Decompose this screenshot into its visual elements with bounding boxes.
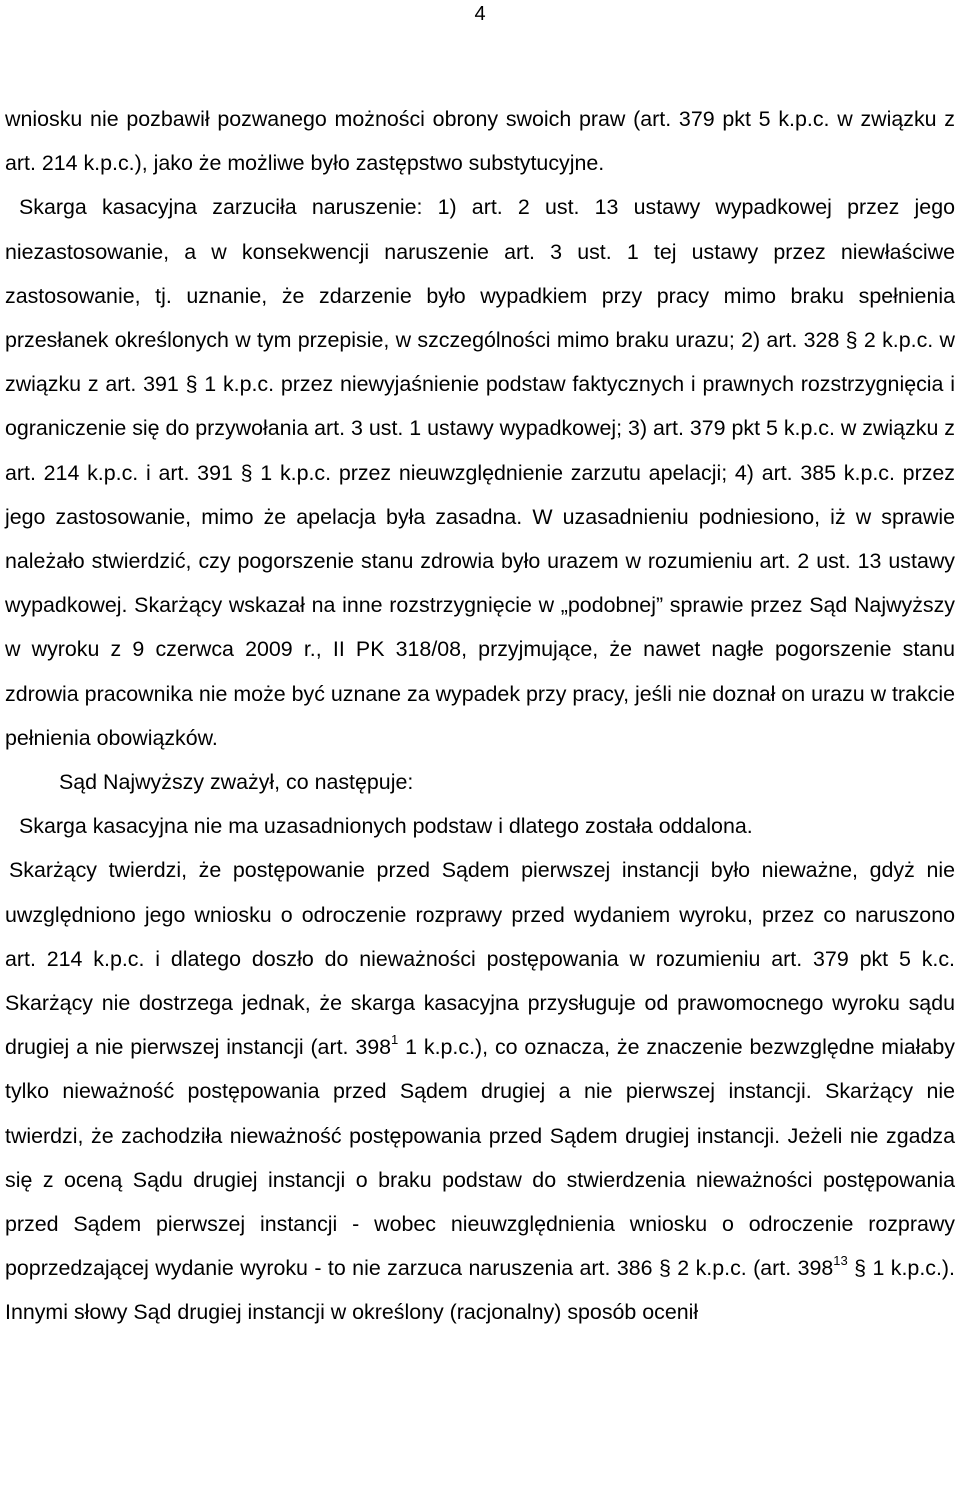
document-body: [5, 97, 955, 1335]
paragraph-analysis: Skarżący twierdzi, że postępowanie przed Sądem pierwszej instancji było nieważne, gdyż nie uwzględniono jego wniosku o odroczenie rozprawy przed wydaniem wyroku, przez co naruszono art. 214 k.p.c. i dlatego doszło do nieważności postępowania w rozumieniu art. 379 pkt 5 k.c. Skarżący nie dostrzega jednak, że skarga kasacyjna przysługuje od prawomocnego wyroku sądu drugiej a nie pierwszej instancji (art. $398^1$ 1 k.p.c.), co oznacza, że znaczenie bezwzględne miałaby tylko nieważność postępowania przed Sądem drugiej a nie pierwszej instancji. Skarżący nie twierdzi, że zachodziła nieważność postępowania przed Sądem drugiej instancji. Jeżeli nie zgadza się z oceną Sądu drugiej instancji o braku podstaw do stwierdzenia nieważności postępowania przed Sądem pierwszej instancji - wobec nieuwzględnienia wniosku o odroczenie rozprawy poprzedzającej wydanie wyroku - to nie zarzuca naruszenia art. 386 § 2 k.p.c. (art. $398^{13}$ § 1 k.p.c.). Innymi słowy Sąd drugiej instancji w określony (racjonalny) sposób ocenił: [5, 858, 955, 1325]
superscript: 13: [833, 1253, 848, 1269]
page-number: 4: [474, 3, 486, 25]
paragraph-ruling: Skarga kasacyjna nie ma uzasadnionych podstaw i dlatego została oddalona.: [19, 814, 753, 839]
section-sign: §: [845, 328, 858, 353]
section-sign: §: [658, 1256, 671, 1281]
section-sign: §: [854, 1256, 867, 1281]
section-sign: §: [185, 372, 198, 397]
section-sign: §: [240, 460, 253, 485]
superscript: 1: [391, 1032, 399, 1048]
paragraph-cassation-charges: Skarga kasacyjna zarzuciła naruszenie: 1) art. 2 ust. 13 ustawy wypadkowej przez jego niezastosowanie, a w konsekwencji naruszenie art. 3 ust. 1 tej ustawy przez niewłaściwe zastosowanie, tj. uznanie, że zdarzenie było wypadkiem przy pracy mimo braku spełnienia przesłanek określonych w tym przepisie, w szczególności mimo braku urazu; 2) art. 328 § 2 k.p.c. w związku z art. 391 § 1 k.p.c. przez niewyjaśnienie podstaw faktycznych i prawnych rozstrzygnięcia i ograniczenie się do przywołania art. 3 ust. 1 ustawy wypadkowej; 3) art. 379 pkt 5 k.p.c. w związku z art. 214 k.p.c. i art. 391 § 1 k.p.c. przez nieuwzględnienie zarzutu apelacji; 4) art. 385 k.p.c. przez jego zastosowanie, mimo że apelacja była zasadna. W uzasadnieniu podniesiono, iż w sprawie należało stwierdzić, czy pogorszenie stanu zdrowia było urazem w rozumieniu art. 2 ust. 13 ustawy wypadkowej. Skarżący wskazał na inne rozstrzygnięcie w „podobnej” sprawie przez Sąd Najwyższy w wyroku z 9 czerwca 2009 r., II PK 318/08, przyjmujące, że nawet nagłe pogorszenie stanu zdrowia pracownika nie może być uznane za wypadek przy pracy, jeśli nie doznał on urazu w trakcie pełnienia obowiązków.: [5, 195, 955, 750]
paragraph-court-considered: Sąd Najwyższy zważył, co następuje:: [59, 770, 414, 795]
paragraph-continuation: wniosku nie pozbawił pozwanego możności obrony swoich praw (art. 379 pkt 5 k.p.c. w związku z art. 214 k.p.c.), jako że możliwe było zastępstwo substytucyjne.: [5, 107, 955, 176]
